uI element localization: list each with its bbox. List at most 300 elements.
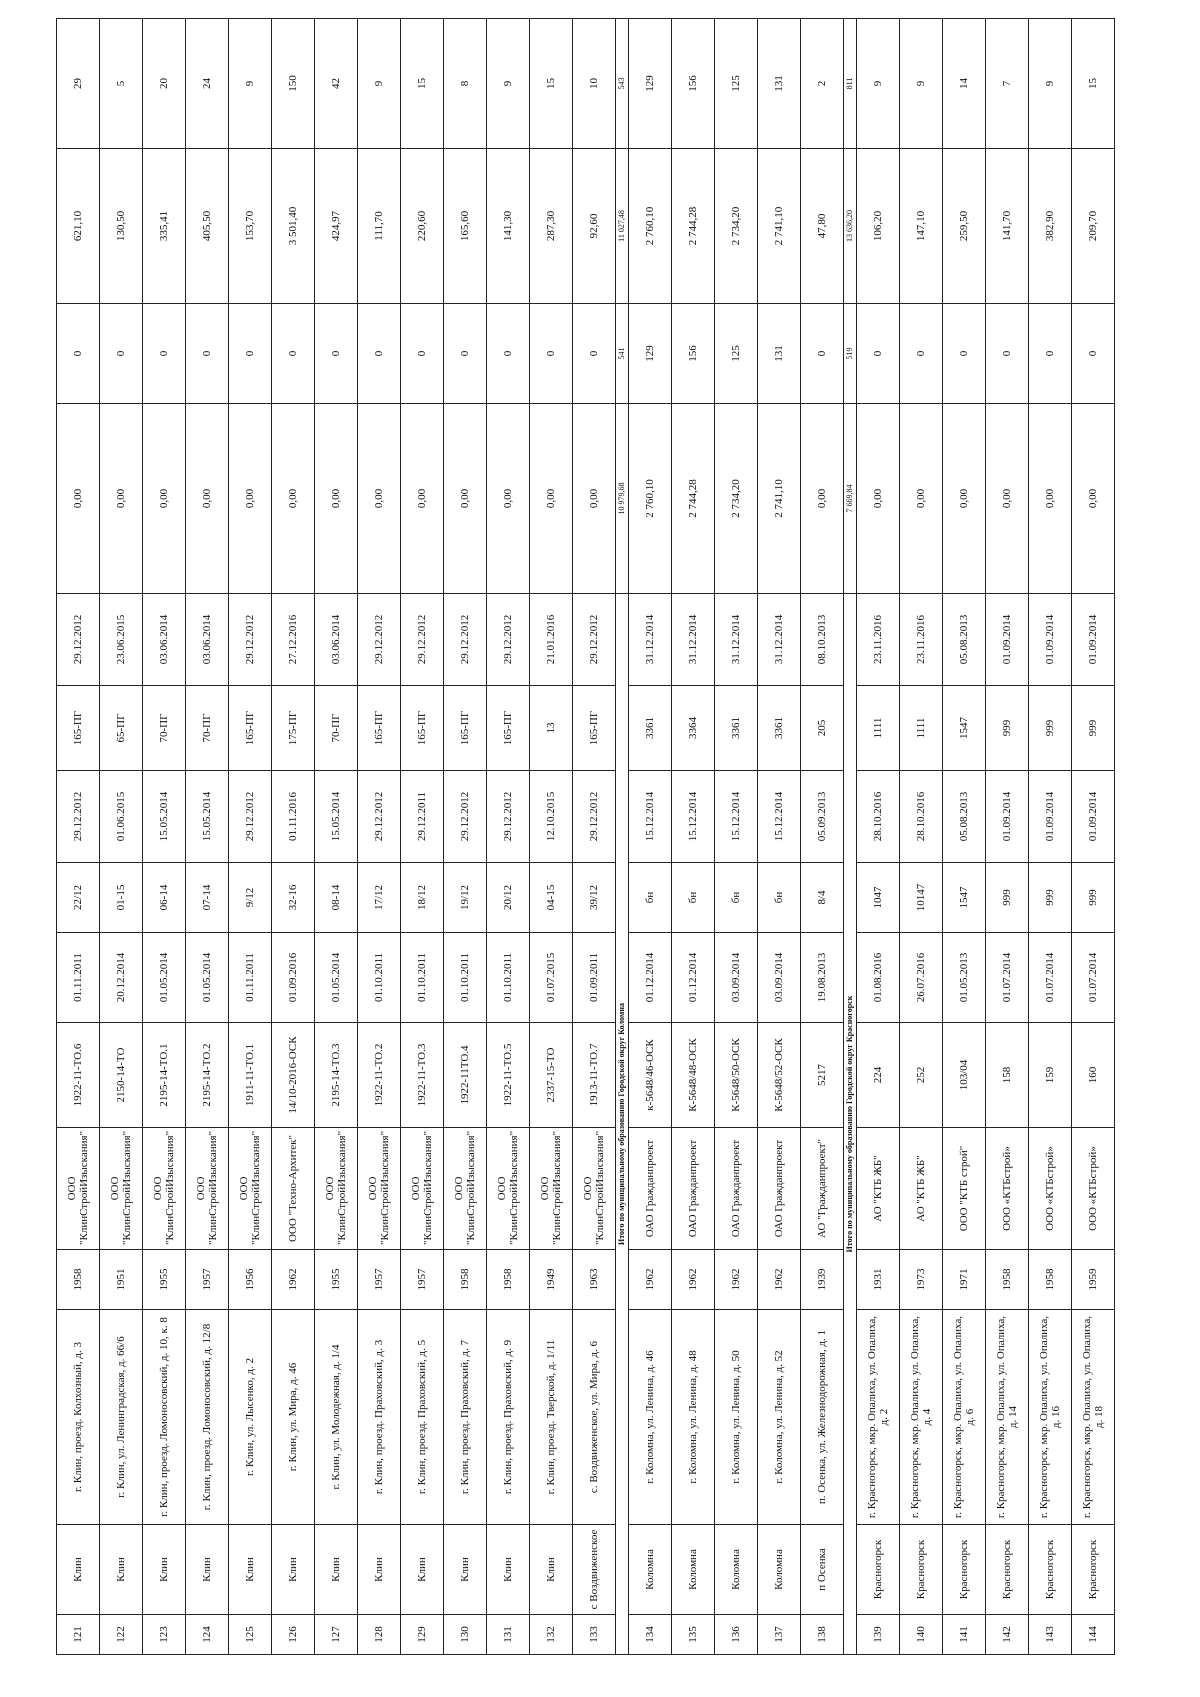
- project-date-cell: 29.12.2012: [229, 594, 272, 686]
- build-year-cell: 1962: [272, 1250, 315, 1310]
- expertise-date-cell: 01.09.2014: [1029, 771, 1072, 863]
- table-row: [487, 19, 530, 1655]
- locality-cell: Клин: [57, 1525, 100, 1615]
- survey-doc-cell: 1922-11ТО.4: [444, 1023, 487, 1128]
- section-total-v4: 811: [844, 19, 857, 149]
- residents-emergency-cell: 0: [315, 304, 358, 404]
- survey-doc-cell: 1922-11-ТО.2: [358, 1023, 401, 1128]
- expertise-number-cell: 32-16: [272, 863, 315, 933]
- survey-date-cell: 01.07.2014: [1072, 933, 1115, 1023]
- table-row: [358, 19, 401, 1655]
- project-number-cell: 165-ПГ: [444, 686, 487, 771]
- table-row: [444, 19, 487, 1655]
- residents-emergency-cell: 0: [801, 304, 844, 404]
- project-number-cell: 165-ПГ: [573, 686, 616, 771]
- area-total-cell: 111,70: [358, 149, 401, 304]
- survey-date-cell: 01.11.2011: [57, 933, 100, 1023]
- area-total-cell: 141,30: [487, 149, 530, 304]
- expertise-date-cell: 15.12.2014: [629, 771, 672, 863]
- residents-total-cell: 9: [487, 19, 530, 149]
- survey-org-cell: ООО «КТБстрой»: [1029, 1128, 1072, 1250]
- residents-emergency-cell: 0: [943, 304, 986, 404]
- address-cell: г. Клин, проезд. Праховский, д. 5: [401, 1310, 444, 1525]
- area-total-cell: 209,70: [1072, 149, 1115, 304]
- area-emergency-cell: 0,00: [401, 404, 444, 594]
- residents-total-cell: 15: [401, 19, 444, 149]
- area-total-cell: 621,10: [57, 149, 100, 304]
- residents-emergency-cell: 0: [229, 304, 272, 404]
- survey-date-cell: 26.07.2016: [900, 933, 943, 1023]
- expertise-number-cell: бн: [758, 863, 801, 933]
- section-total-label: Итого по муниципальному образованию Городской округ Красногорск: [844, 594, 857, 1655]
- survey-doc-cell: 1922-11-ТО.3: [401, 1023, 444, 1128]
- row-number-cell: 123: [143, 1615, 186, 1655]
- area-emergency-cell: 0,00: [857, 404, 900, 594]
- area-total-cell: 141,70: [986, 149, 1029, 304]
- project-number-cell: 1111: [900, 686, 943, 771]
- expertise-number-cell: 08-14: [315, 863, 358, 933]
- expertise-number-cell: 1047: [857, 863, 900, 933]
- survey-doc-cell: 2337-15-ТО: [530, 1023, 573, 1128]
- locality-cell: Клин: [315, 1525, 358, 1615]
- row-number-cell: 127: [315, 1615, 358, 1655]
- build-year-cell: 1955: [315, 1250, 358, 1310]
- table-row: [900, 19, 943, 1655]
- residents-emergency-cell: 0: [1029, 304, 1072, 404]
- residents-emergency-cell: 0: [272, 304, 315, 404]
- area-total-cell: 47,80: [801, 149, 844, 304]
- expertise-number-cell: 999: [1072, 863, 1115, 933]
- survey-date-cell: 01.05.2013: [943, 933, 986, 1023]
- expertise-number-cell: 999: [986, 863, 1029, 933]
- project-date-cell: 21.01.2016: [530, 594, 573, 686]
- build-year-cell: 1951: [100, 1250, 143, 1310]
- area-emergency-cell: 0,00: [530, 404, 573, 594]
- survey-doc-cell: 1911-11-ТО.1: [229, 1023, 272, 1128]
- expertise-date-cell: 05.09.2013: [801, 771, 844, 863]
- project-date-cell: 31.12.2014: [629, 594, 672, 686]
- address-cell: г. Клин, проезд. Праховский, д. 9: [487, 1310, 530, 1525]
- expertise-date-cell: 28.10.2016: [900, 771, 943, 863]
- project-number-cell: 1547: [943, 686, 986, 771]
- table-row: [857, 19, 900, 1655]
- survey-date-cell: 01.08.2016: [857, 933, 900, 1023]
- row-number-cell: 131: [487, 1615, 530, 1655]
- residents-emergency-cell: 0: [401, 304, 444, 404]
- table-row: [57, 19, 100, 1655]
- project-date-cell: 27.12.2016: [272, 594, 315, 686]
- residents-emergency-cell: 0: [857, 304, 900, 404]
- residents-emergency-cell: 0: [444, 304, 487, 404]
- section-total-v3: 13 636,20: [844, 149, 857, 304]
- survey-date-cell: 01.09.2016: [272, 933, 315, 1023]
- row-number-cell: 126: [272, 1615, 315, 1655]
- build-year-cell: 1956: [229, 1250, 272, 1310]
- area-emergency-cell: 0,00: [272, 404, 315, 594]
- area-total-cell: 147,10: [900, 149, 943, 304]
- survey-org-cell: ООО "КлинСтройИзыскания": [143, 1128, 186, 1250]
- locality-cell: с Воздвиженское: [573, 1525, 616, 1615]
- project-date-cell: 01.09.2014: [1072, 594, 1115, 686]
- survey-date-cell: 19.08.2013: [801, 933, 844, 1023]
- project-number-cell: 165-ПГ: [358, 686, 401, 771]
- residents-total-cell: 5: [100, 19, 143, 149]
- survey-doc-cell: 14/10-2016-ОСК: [272, 1023, 315, 1128]
- table-row: [715, 19, 758, 1655]
- project-date-cell: 23.06.2015: [100, 594, 143, 686]
- expertise-number-cell: 9/12: [229, 863, 272, 933]
- row-number-cell: 134: [629, 1615, 672, 1655]
- project-date-cell: 31.12.2014: [758, 594, 801, 686]
- expertise-date-cell: 15.12.2014: [715, 771, 758, 863]
- project-number-cell: 70-ПГ: [143, 686, 186, 771]
- expertise-date-cell: 05.08.2013: [943, 771, 986, 863]
- survey-date-cell: 03.09.2014: [715, 933, 758, 1023]
- expertise-date-cell: 29.12.2012: [573, 771, 616, 863]
- address-cell: г. Красногорск, мкр. Опалиха, ул. Опалиха, д. 2: [857, 1310, 900, 1525]
- area-total-cell: 92,60: [573, 149, 616, 304]
- expertise-date-cell: 29.12.2012: [444, 771, 487, 863]
- row-number-cell: 129: [401, 1615, 444, 1655]
- address-cell: г. Клин, ул. Лысенко, д. 2: [229, 1310, 272, 1525]
- expertise-number-cell: 39/12: [573, 863, 616, 933]
- residents-total-cell: 150: [272, 19, 315, 149]
- expertise-date-cell: 29.12.2011: [401, 771, 444, 863]
- row-number-cell: 128: [358, 1615, 401, 1655]
- survey-doc-cell: 160: [1072, 1023, 1115, 1128]
- row-number-cell: 122: [100, 1615, 143, 1655]
- survey-date-cell: 03.09.2014: [758, 933, 801, 1023]
- expertise-date-cell: 15.12.2014: [758, 771, 801, 863]
- survey-org-cell: ООО "КлинСтройИзыскания": [573, 1128, 616, 1250]
- area-total-cell: 2 760,10: [629, 149, 672, 304]
- survey-doc-cell: 252: [900, 1023, 943, 1128]
- survey-doc-cell: К-5648/52-ОСК: [758, 1023, 801, 1128]
- address-cell: г. Красногорск, мкр. Опалиха, ул. Опалиха, д. 6: [943, 1310, 986, 1525]
- project-date-cell: 29.12.2012: [573, 594, 616, 686]
- residents-total-cell: 14: [943, 19, 986, 149]
- survey-doc-cell: 1913-11-ТО.7: [573, 1023, 616, 1128]
- section-total-row: [616, 19, 629, 1655]
- locality-cell: Клин: [487, 1525, 530, 1615]
- survey-date-cell: 01.11.2011: [229, 933, 272, 1023]
- expertise-number-cell: 8/4: [801, 863, 844, 933]
- residents-total-cell: 9: [358, 19, 401, 149]
- project-number-cell: 65-ПГ: [100, 686, 143, 771]
- address-cell: г. Клин, проезд. Тверской, д. 1/11: [530, 1310, 573, 1525]
- project-number-cell: 3361: [758, 686, 801, 771]
- residents-emergency-cell: 0: [143, 304, 186, 404]
- section-total-v1: 7 669,84: [844, 404, 857, 594]
- row-number-cell: 140: [900, 1615, 943, 1655]
- residents-emergency-cell: 0: [573, 304, 616, 404]
- locality-cell: Красногорск: [943, 1525, 986, 1615]
- section-total-v1: 10 979,68: [616, 404, 629, 594]
- area-emergency-cell: 0,00: [487, 404, 530, 594]
- survey-org-cell: ООО "КлинСтройИзыскания": [530, 1128, 573, 1250]
- build-year-cell: 1963: [573, 1250, 616, 1310]
- residents-emergency-cell: 0: [186, 304, 229, 404]
- row-number-cell: 144: [1072, 1615, 1115, 1655]
- area-emergency-cell: 0,00: [444, 404, 487, 594]
- survey-date-cell: 01.05.2014: [143, 933, 186, 1023]
- build-year-cell: 1958: [444, 1250, 487, 1310]
- survey-doc-cell: К-5648/48-ОСК: [672, 1023, 715, 1128]
- survey-org-cell: АО "КТБ ЖБ": [900, 1128, 943, 1250]
- area-total-cell: 382,90: [1029, 149, 1072, 304]
- survey-org-cell: ООО "Техно-Архитек": [272, 1128, 315, 1250]
- area-total-cell: 2 741,10: [758, 149, 801, 304]
- residents-emergency-cell: 0: [358, 304, 401, 404]
- residents-emergency-cell: 0: [1072, 304, 1115, 404]
- area-emergency-cell: 0,00: [1072, 404, 1115, 594]
- expertise-number-cell: 19/12: [444, 863, 487, 933]
- locality-cell: Коломна: [715, 1525, 758, 1615]
- locality-cell: Коломна: [629, 1525, 672, 1615]
- build-year-cell: 1957: [186, 1250, 229, 1310]
- locality-cell: Красногорск: [1072, 1525, 1115, 1615]
- area-emergency-cell: 0,00: [573, 404, 616, 594]
- residents-emergency-cell: 0: [900, 304, 943, 404]
- locality-cell: п Осенка: [801, 1525, 844, 1615]
- area-emergency-cell: 2 744,28: [672, 404, 715, 594]
- locality-cell: Клин: [272, 1525, 315, 1615]
- address-cell: г. Коломна, ул. Ленина, д. 48: [672, 1310, 715, 1525]
- address-cell: г. Клин, проезд. Праховский, д. 7: [444, 1310, 487, 1525]
- locality-cell: Клин: [100, 1525, 143, 1615]
- address-cell: с. Воздвиженское, ул. Мира, д. 6: [573, 1310, 616, 1525]
- project-date-cell: 29.12.2012: [57, 594, 100, 686]
- area-emergency-cell: 0,00: [1029, 404, 1072, 594]
- survey-org-cell: ООО "КлинСтройИзыскания": [358, 1128, 401, 1250]
- project-date-cell: 29.12.2012: [444, 594, 487, 686]
- address-cell: п. Осенка, ул. Железнодорожная, д. 1: [801, 1310, 844, 1525]
- address-cell: г. Красногорск, мкр. Опалиха, ул. Опалиха, д. 16: [1029, 1310, 1072, 1525]
- survey-date-cell: 01.10.2011: [358, 933, 401, 1023]
- survey-doc-cell: 2150-14-ТО: [100, 1023, 143, 1128]
- locality-cell: Коломна: [758, 1525, 801, 1615]
- survey-org-cell: ООО "КлинСтройИзыскания": [401, 1128, 444, 1250]
- survey-date-cell: 01.12.2014: [629, 933, 672, 1023]
- locality-cell: Красногорск: [900, 1525, 943, 1615]
- row-number-cell: 142: [986, 1615, 1029, 1655]
- locality-cell: Красногорск: [986, 1525, 1029, 1615]
- project-number-cell: 3361: [629, 686, 672, 771]
- build-year-cell: 1962: [715, 1250, 758, 1310]
- build-year-cell: 1958: [487, 1250, 530, 1310]
- area-total-cell: 2 744,28: [672, 149, 715, 304]
- residents-total-cell: 15: [530, 19, 573, 149]
- survey-org-cell: ООО "КлинСтройИзыскания": [444, 1128, 487, 1250]
- row-number-cell: 132: [530, 1615, 573, 1655]
- residents-emergency-cell: 131: [758, 304, 801, 404]
- survey-org-cell: ОАО Гражданпроект: [758, 1128, 801, 1250]
- locality-cell: Красногорск: [1029, 1525, 1072, 1615]
- section-total-label: Итого по муниципальному образованию Городской округ Коломна: [616, 594, 629, 1655]
- expertise-number-cell: 18/12: [401, 863, 444, 933]
- table-row: [229, 19, 272, 1655]
- survey-org-cell: ООО "КТБ строй": [943, 1128, 986, 1250]
- expertise-number-cell: 999: [1029, 863, 1072, 933]
- survey-doc-cell: К-5648/50-ОСК: [715, 1023, 758, 1128]
- expertise-date-cell: 29.12.2012: [57, 771, 100, 863]
- table-row: [401, 19, 444, 1655]
- project-date-cell: 03.06.2014: [315, 594, 358, 686]
- survey-date-cell: 01.07.2015: [530, 933, 573, 1023]
- table-row: [143, 19, 186, 1655]
- address-cell: г. Клин, ул. Молодежная, д. 1/4: [315, 1310, 358, 1525]
- row-number-cell: 139: [857, 1615, 900, 1655]
- survey-date-cell: 01.07.2014: [986, 933, 1029, 1023]
- expertise-number-cell: 01-15: [100, 863, 143, 933]
- project-number-cell: 205: [801, 686, 844, 771]
- residents-emergency-cell: 125: [715, 304, 758, 404]
- expertise-number-cell: 20/12: [487, 863, 530, 933]
- table-row: [758, 19, 801, 1655]
- address-cell: г. Клин, проезд. Ломоносовский, д. 12/8: [186, 1310, 229, 1525]
- residents-total-cell: 8: [444, 19, 487, 149]
- project-date-cell: 01.09.2014: [1029, 594, 1072, 686]
- expertise-number-cell: бн: [629, 863, 672, 933]
- survey-org-cell: ОАО Гражданпроект: [629, 1128, 672, 1250]
- locality-cell: Клин: [143, 1525, 186, 1615]
- survey-org-cell: ООО "КлинСтройИзыскания": [229, 1128, 272, 1250]
- area-emergency-cell: 0,00: [100, 404, 143, 594]
- address-cell: г. Коломна, ул. Ленина, д. 46: [629, 1310, 672, 1525]
- project-date-cell: 31.12.2014: [672, 594, 715, 686]
- project-date-cell: 08.10.2013: [801, 594, 844, 686]
- survey-org-cell: ООО "КлинСтройИзыскания": [57, 1128, 100, 1250]
- build-year-cell: 1962: [672, 1250, 715, 1310]
- survey-date-cell: 01.05.2014: [186, 933, 229, 1023]
- expertise-number-cell: 10147: [900, 863, 943, 933]
- build-year-cell: 1962: [629, 1250, 672, 1310]
- row-number-cell: 125: [229, 1615, 272, 1655]
- area-total-cell: 2 734,20: [715, 149, 758, 304]
- expertise-number-cell: бн: [672, 863, 715, 933]
- address-cell: г. Коломна, ул. Ленина, д. 50: [715, 1310, 758, 1525]
- expertise-number-cell: 06-14: [143, 863, 186, 933]
- survey-org-cell: АО "КТБ ЖБ": [857, 1128, 900, 1250]
- table-row: [801, 19, 844, 1655]
- address-cell: г. Клин, проезд. Праховский, д. 3: [358, 1310, 401, 1525]
- project-number-cell: 999: [1029, 686, 1072, 771]
- residents-emergency-cell: 0: [487, 304, 530, 404]
- build-year-cell: 1958: [1029, 1250, 1072, 1310]
- row-number-cell: 138: [801, 1615, 844, 1655]
- survey-doc-cell: к-5648/46-ОСК: [629, 1023, 672, 1128]
- area-total-cell: 259,50: [943, 149, 986, 304]
- table-row: [629, 19, 672, 1655]
- area-emergency-cell: 0,00: [229, 404, 272, 594]
- expertise-number-cell: 17/12: [358, 863, 401, 933]
- table-row: [186, 19, 229, 1655]
- section-total-v2: 541: [616, 304, 629, 404]
- residents-total-cell: 7: [986, 19, 1029, 149]
- address-cell: г. Красногорск, мкр. Опалиха, ул. Опалиха, д. 14: [986, 1310, 1029, 1525]
- survey-org-cell: ОАО Гражданпроект: [715, 1128, 758, 1250]
- residents-total-cell: 9: [229, 19, 272, 149]
- area-emergency-cell: 2 734,20: [715, 404, 758, 594]
- project-number-cell: 70-ПГ: [186, 686, 229, 771]
- residents-emergency-cell: 129: [629, 304, 672, 404]
- area-emergency-cell: 0,00: [900, 404, 943, 594]
- area-emergency-cell: 0,00: [801, 404, 844, 594]
- survey-doc-cell: 224: [857, 1023, 900, 1128]
- project-date-cell: 03.06.2014: [143, 594, 186, 686]
- build-year-cell: 1949: [530, 1250, 573, 1310]
- area-total-cell: 165,60: [444, 149, 487, 304]
- table-row: [315, 19, 358, 1655]
- table-row: [530, 19, 573, 1655]
- expertise-date-cell: 15.05.2014: [315, 771, 358, 863]
- table-row: [100, 19, 143, 1655]
- expertise-date-cell: 01.11.2016: [272, 771, 315, 863]
- residents-total-cell: 125: [715, 19, 758, 149]
- residents-total-cell: 131: [758, 19, 801, 149]
- survey-org-cell: ООО "КлинСтройИзыскания": [487, 1128, 530, 1250]
- table-row: [943, 19, 986, 1655]
- section-total-row: [844, 19, 857, 1655]
- expertise-date-cell: 29.12.2012: [487, 771, 530, 863]
- housing-register-table: [56, 18, 1115, 1655]
- area-emergency-cell: 0,00: [186, 404, 229, 594]
- locality-cell: Красногорск: [857, 1525, 900, 1615]
- survey-date-cell: 01.07.2014: [1029, 933, 1072, 1023]
- project-number-cell: 999: [986, 686, 1029, 771]
- table-row: [672, 19, 715, 1655]
- expertise-number-cell: 22/12: [57, 863, 100, 933]
- address-cell: г. Клин, ул. Мира, д. 46: [272, 1310, 315, 1525]
- residents-total-cell: 29: [57, 19, 100, 149]
- survey-org-cell: ООО "КлинСтройИзыскания": [100, 1128, 143, 1250]
- project-date-cell: 03.06.2014: [186, 594, 229, 686]
- survey-org-cell: ООО "КлинСтройИзыскания": [315, 1128, 358, 1250]
- locality-cell: Клин: [186, 1525, 229, 1615]
- area-total-cell: 106,20: [857, 149, 900, 304]
- table-row: [573, 19, 616, 1655]
- area-emergency-cell: 0,00: [315, 404, 358, 594]
- residents-total-cell: 156: [672, 19, 715, 149]
- area-total-cell: 424,97: [315, 149, 358, 304]
- project-number-cell: 70-ПГ: [315, 686, 358, 771]
- build-year-cell: 1958: [57, 1250, 100, 1310]
- project-number-cell: 165-ПГ: [57, 686, 100, 771]
- residents-emergency-cell: 0: [530, 304, 573, 404]
- build-year-cell: 1957: [401, 1250, 444, 1310]
- area-total-cell: 153,70: [229, 149, 272, 304]
- residents-total-cell: 129: [629, 19, 672, 149]
- locality-cell: Клин: [444, 1525, 487, 1615]
- expertise-number-cell: 1547: [943, 863, 986, 933]
- table-row: [986, 19, 1029, 1655]
- residents-emergency-cell: 0: [986, 304, 1029, 404]
- table-row: [1029, 19, 1072, 1655]
- table-row: [272, 19, 315, 1655]
- project-date-cell: 23.11.2016: [857, 594, 900, 686]
- survey-doc-cell: 158: [986, 1023, 1029, 1128]
- residents-total-cell: 2: [801, 19, 844, 149]
- address-cell: г. Клин, проезд. Колхозный, д. 3: [57, 1310, 100, 1525]
- area-emergency-cell: 0,00: [143, 404, 186, 594]
- row-number-cell: 124: [186, 1615, 229, 1655]
- project-number-cell: 13: [530, 686, 573, 771]
- row-number-cell: 136: [715, 1615, 758, 1655]
- survey-doc-cell: 2195-14-ТО.3: [315, 1023, 358, 1128]
- residents-emergency-cell: 156: [672, 304, 715, 404]
- project-number-cell: 3361: [715, 686, 758, 771]
- build-year-cell: 1962: [758, 1250, 801, 1310]
